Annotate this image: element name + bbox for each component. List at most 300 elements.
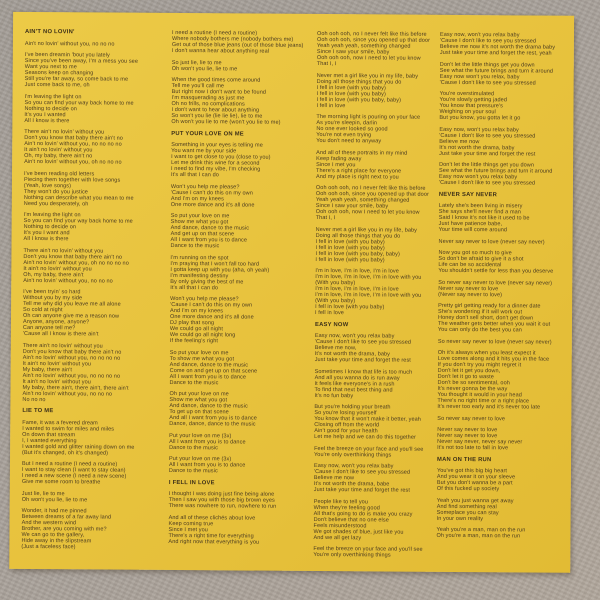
lyric-line: So just lie, lie to me [171, 59, 222, 66]
lyric-line: 'Cause I can't do this on my own [170, 301, 253, 309]
lyric-line: In your own reality [436, 515, 484, 522]
lyric-line: Ooh ooh ooh, now I need to let you know [315, 208, 420, 216]
lyric-line: Never met a girl like you in my life, baby [315, 226, 418, 234]
lyric-line: Seasons keep on changing [24, 69, 94, 77]
lyric-line: Easy now, won't you relax baby [439, 31, 520, 39]
lyric-line: I fell in love (with you baby, baby) [316, 96, 402, 104]
lyric-line: Keep fading away [316, 155, 362, 162]
stanza [25, 52, 175, 89]
lyric-line: Sometimes I know that life is too much [314, 368, 413, 376]
song-title: EASY NOW [314, 321, 349, 328]
lyric-line: You're not even trying [316, 131, 372, 139]
lyric-line: Honey don't sell short, don't get down [437, 314, 534, 322]
lyric-line: To show me what you got [169, 355, 235, 362]
lyric-line: 'Cause I don't like to see you stressed [314, 338, 412, 346]
lyric-line: Feel the breeze on your face and you'll see [314, 445, 424, 453]
lyric-line: And dance, dance to the music [169, 402, 248, 410]
lyric-line: I'm masquerading as just me [171, 94, 245, 102]
lyric-line: Yeah you just wanna get away [436, 497, 514, 504]
lyric-line: And all of these clichés about love [168, 514, 256, 522]
lyric-line: We could go all night [169, 325, 224, 333]
lyric-line: I need a new scene (I need a new scene) [21, 472, 127, 480]
lyric-line: I want to stay clean (I want to stay clean) [21, 466, 126, 474]
lyric-line: Weighing on your soul [439, 108, 496, 116]
lyric-line: Can anyone tell me? [22, 324, 76, 332]
lyric-line: Doing all those things that you do [316, 78, 402, 86]
lyric-line: Believe me now, [314, 344, 357, 352]
lyric-line: Without you by my side [23, 294, 83, 302]
stanza [22, 419, 172, 456]
lyric-line: To get up on that scene [169, 408, 229, 416]
lyric-line: Easy now won't you relax, baby [439, 73, 520, 80]
lyric-line: There's no right time or a right place [437, 397, 530, 405]
lyric-line: Ain't no lovin' without you, no no no [24, 40, 115, 48]
lyric-line: If the feeling's right [169, 337, 219, 345]
lyric-line: And right now that everything is you [168, 538, 260, 546]
stanza [439, 126, 589, 157]
lyric-line: You're slowly getting jaded [439, 96, 508, 104]
stanza [438, 338, 588, 345]
lyric-line: We can go to the gallery, [21, 531, 85, 539]
lyric-line: No no no [22, 396, 46, 403]
lyric-line: So you're losing yourself [314, 409, 377, 417]
lyric-line: Oh won't you lie to me (won't you lie to me) [171, 118, 281, 126]
lyric-line: I wanted to swim for miles and miles [22, 425, 115, 433]
lyric-line: They won't do you justice [23, 188, 88, 195]
lyric-line: Ooh ooh ooh, since you opened up that door [315, 190, 429, 198]
stanza [171, 142, 321, 179]
lyric-sheet [9, 12, 574, 573]
lyric-line: All I know is there [24, 117, 70, 124]
lyric-line: You know that it won't make it better, yeah [314, 415, 421, 423]
lyric-line: I fell in love [316, 102, 346, 109]
stanza [170, 254, 320, 291]
lyric-line: Just have patience babe, [438, 220, 503, 228]
lyric-line: And dance, dance to the music [169, 361, 249, 369]
lyric-line: Never say never to love [437, 426, 498, 434]
lyric-line: Since I met you [316, 161, 356, 168]
lyric-line: It ain't no lovin' without you [24, 146, 93, 154]
lyric-line: Ain't no lovin' without you, no no no no [24, 140, 122, 148]
lyric-line: I've been reading old letters [23, 170, 95, 177]
lyric-line: I'm manifesting destiny [170, 272, 229, 279]
lyric-line: Dance to the music [168, 467, 218, 475]
lyric-line: Anyone, anyone, anyone? [22, 318, 90, 326]
stanza [24, 129, 174, 166]
stanza [22, 342, 172, 403]
lyric-line: The morning light is pouring on your face [316, 113, 421, 121]
stanza [24, 170, 174, 207]
lyric-line: Your time will come around [438, 226, 508, 234]
lyric-line: That I, I [315, 214, 336, 222]
lyric-line: And get up on that scene [170, 230, 235, 238]
lyric-line: When they're feeling good [313, 504, 380, 511]
lyric-line: And we all get lazy [313, 534, 362, 541]
lyric-line: Oh it's always when you least expect it [437, 349, 536, 357]
lyric-line: I'm running on the spot [170, 254, 229, 261]
lyric-line: You want me by your side [171, 147, 237, 155]
lyric-line: One more dance and it's all done [170, 201, 255, 209]
lyric-line: So you can find your way back home to me [24, 99, 134, 107]
song-title: MAN ON THE RUN [437, 456, 492, 463]
lyric-line: It's not too late to fall in love [437, 444, 509, 452]
lyric-line: People like to tell you [313, 498, 369, 505]
lyric-line: Oh put your love on me [169, 390, 229, 398]
lyric-line: All I want from you is to dance [168, 461, 246, 469]
stanza [21, 508, 171, 551]
lyric-line: So never say never to love [437, 415, 506, 422]
stanza [22, 461, 172, 486]
lyric-line: So don't be afraid to give it a shot [438, 255, 524, 263]
lyric-line: Give me some room to breathe [21, 478, 101, 486]
lyric-line: I don't wanna hear about anything real [171, 47, 270, 55]
lyric-line: Since I saw your smile, baby [315, 202, 389, 210]
stanza [24, 93, 174, 124]
lyric-line: Since I saw your smile, baby [316, 48, 390, 56]
lyrics-column-2 [168, 30, 322, 551]
lyric-line: Oh won't you lie, lie to me [21, 496, 88, 503]
lyric-line: You know that pressure's [439, 102, 503, 110]
stanza [438, 279, 588, 298]
lyric-line: And my place is right next to you [315, 173, 399, 181]
lyric-line: And I'm on my knees [170, 195, 224, 202]
lyric-line: Want you next to me [24, 63, 77, 71]
lyric-line: Just take your time and forget the rest [439, 150, 536, 158]
lyric-line: It feels like everyone's in a rush [314, 380, 395, 388]
lyric-line: As you're sleepin, darlin [316, 119, 378, 127]
lyric-line: Just take your time and forget the rest [313, 486, 411, 494]
lyric-line: You don't need to anyway [316, 137, 382, 145]
lyric-line: It's not worth the drama, baby [439, 144, 515, 151]
lyric-line: Nothing to decide on [23, 223, 77, 231]
lyric-line: Don't you know that baby there ain't no [23, 253, 123, 261]
lyric-line: Oh can anyone give me a reason now [22, 312, 120, 320]
lyric-line: I fell in love (with you baby) [315, 303, 385, 311]
stanza [170, 349, 320, 386]
lyric-line: Pretty girl getting ready for a dinner date [438, 302, 541, 310]
lyric-line: I gotta keep up with you (aha, oh yeah) [170, 266, 270, 274]
stanza [23, 247, 173, 284]
lyric-line: Put your love on me (3x) [169, 432, 232, 439]
stanza [171, 183, 321, 208]
lyric-line: (Just a faceless face) [21, 543, 76, 551]
lyric-line: I fell in love (with you baby) [315, 238, 385, 245]
lyric-line: Ooh ooh ooh, since you opened up that door [316, 36, 431, 44]
lyric-line: Just take your time and forget the rest, yeah [439, 49, 552, 57]
lyric-line: My baby, there ain't, there ain't, there ain't [22, 384, 129, 392]
lyric-line: There was nowhere to run, nowhere to run [168, 502, 277, 510]
lyric-line: 'Cause I don't like to see you stressed [313, 468, 411, 476]
stanza [439, 162, 589, 187]
stanza [436, 527, 586, 540]
lyric-line: (Yeah, love songs) [23, 182, 72, 189]
lyric-line: Oh won't you lie, lie to me [171, 65, 238, 72]
lyric-line: Hide away in the slipstream [21, 537, 92, 545]
lyric-line: And find something real [436, 503, 497, 510]
lyric-line: Don't let the little things get you down [439, 161, 535, 169]
lyric-line: Won't you help me please? [170, 295, 239, 303]
lyric-line: (Never say never to love) [438, 291, 503, 298]
stanza [439, 203, 589, 234]
lyric-line: You thought it would in your head [437, 391, 522, 399]
lyric-line: It's all that I can do [170, 171, 219, 179]
lyric-line: On down that stream [22, 431, 76, 438]
lyric-line: DJ play that song [169, 319, 215, 327]
lyric-line: Let me help and we can do this together [314, 433, 416, 441]
lyric-line: I want to get close to you (close to you) [171, 153, 271, 161]
lyric-line: Then I saw you with those big brown eyes [168, 496, 275, 504]
lyric-line: Oh no frills, no complications [171, 100, 245, 108]
lyrics-column-1 [21, 29, 175, 557]
lyric-line: There ain't no lovin' without you [24, 128, 105, 136]
stanza [172, 59, 322, 72]
stanza [24, 212, 174, 243]
lyric-line: Dance to the music [170, 242, 220, 250]
lyric-line: Don't let it go to waste [437, 373, 494, 381]
lyric-line: It ain't no lovin' without you [22, 378, 91, 385]
lyric-line: You can only do the best you can [437, 326, 522, 334]
lyric-line: And the western wind [21, 519, 77, 527]
lyric-line: Easy now, won't you relax baby [314, 332, 395, 340]
lyric-line: See what the future brings and turn it around [439, 167, 553, 175]
song-title: AIN'T NO LOVIN' [24, 28, 75, 36]
lyric-line: I wanted gold and glitter raining down on me [22, 443, 135, 451]
lyric-line: Don't be so sentimental, ooh [437, 379, 510, 387]
lyric-line: Oh, my baby, there ain't [23, 271, 84, 278]
stanza [169, 391, 319, 428]
stanza [169, 432, 319, 451]
lyric-line: Put your love on me (3x) [169, 455, 232, 463]
lyric-line: I need a routine (I need a routine) [171, 29, 258, 37]
lyric-line: I fell in love (with you baby) [315, 256, 385, 263]
lyric-line: If you don't try you might regret it [437, 361, 522, 369]
lyric-line: Ain't no lovin' without you, oh no no no no [23, 259, 129, 267]
lyric-line: Yeah you're a man, man on the run [436, 526, 526, 534]
lyrics-column-4 [436, 32, 590, 546]
lyric-line: Yeah yeah yeah, something changed [316, 42, 411, 50]
stanza [439, 91, 589, 122]
lyric-line: I'm leaving the light on [23, 211, 81, 219]
lyric-line: That I, I [316, 60, 337, 68]
lyric-line: Ooh ooh ooh, now I need to let you know [316, 54, 421, 62]
lyric-line: Ooh ooh ooh, no I never felt like this before [316, 30, 427, 38]
lyric-line: Oh you're a man, man on the run [436, 532, 521, 540]
lyric-line: Closing off from the world [314, 421, 380, 429]
lyric-line: Wonder, it had me pinned [21, 507, 87, 515]
stanza [437, 350, 587, 411]
lyric-line: Ooh ooh ooh, no I never felt like this before [315, 184, 426, 192]
lyric-line: Someplace you can stay [436, 509, 499, 516]
lyric-line: Believe me now [439, 138, 480, 145]
lyric-line: We could go all night long [169, 331, 236, 339]
lyric-line: Between dreams of a far away land [21, 513, 112, 521]
lyric-line: Never say never, never say never [437, 438, 523, 446]
lyric-line: Love comes along and it hits you in the face [437, 355, 550, 363]
lyric-line: 'Cause I don't like to see you stressed [439, 37, 537, 45]
stanza [438, 303, 588, 334]
lyric-line: 'Cause I don't like to see you stressed [439, 79, 536, 87]
lyric-line: And all I want from you is to dance [169, 414, 257, 422]
lyric-line: All that's going to do is make you crazy [313, 510, 413, 518]
lyric-line: And you wear it on your sleeve [436, 473, 516, 481]
lyric-line: I've been dreamin 'bout you lately [24, 51, 110, 59]
lyric-line: Don't let the little things get you down [439, 61, 535, 69]
lyric-line: Easy now, won't you relax baby [439, 126, 519, 133]
lyric-line: No one ever looked so good [316, 125, 388, 133]
lyric-line: Dance to the music [169, 444, 219, 451]
stanza [437, 468, 587, 493]
lyric-line: Still you're far away, so come back to me [24, 75, 129, 83]
lyric-line: Since you've been away, I'm a mess you see [24, 57, 139, 65]
lyric-line: Said I know it's not like it used to be [438, 214, 530, 222]
lyric-line: Life can be so accidental [438, 261, 502, 269]
lyric-line: You're overstimulated [439, 90, 495, 98]
lyric-line: Since I met you [168, 526, 208, 533]
lyric-line: Just take your time and forget the rest [314, 356, 411, 364]
stanza [22, 490, 172, 503]
lyric-line: There ain't no lovin' without you [22, 342, 103, 349]
lyric-line: Ain't no lovin' without you, no no no no [22, 354, 121, 362]
lyric-line: By only giving the best of me [170, 278, 244, 285]
lyric-line: Nothing to decide on [24, 105, 77, 112]
stanza [170, 296, 320, 345]
lyric-line: Ain't no lovin' without you, no no no [23, 277, 113, 285]
lyric-line: You're only overthinking things [313, 551, 391, 559]
stanza [171, 77, 321, 126]
lyric-line: Never say never to love [438, 285, 499, 292]
lyric-line: 'Cause I can't do this on my own [170, 189, 253, 197]
stanza [437, 497, 587, 522]
lyric-line: Of this fucked up society [436, 485, 500, 493]
lyric-line: I'm in love, I'm in love, I'm in love with you [315, 291, 422, 299]
lyric-line: It's you I wanted [24, 111, 66, 118]
lyric-line: Now you got so much to give [438, 249, 512, 257]
lyric-line: All I want from you is to dance [169, 373, 247, 380]
song-title: PUT YOUR LOVE ON ME [171, 130, 244, 137]
lyric-line: You shouldn't settle for less than you deserve [438, 267, 554, 275]
lyric-line: I'm in love, I'm in love, I'm in love [315, 285, 399, 293]
lyric-line: Something in your eyes is telling me [171, 141, 263, 149]
lyric-line: Won't you help me please? [170, 183, 240, 190]
lyric-line: It's never gonna be the way [437, 385, 508, 393]
lyric-line: It ain't no lovin' without you [22, 360, 92, 367]
lyric-line: So never say never to love (never say never) [438, 279, 553, 287]
stanza [172, 30, 322, 55]
lyric-line: All I want from you is to dance [169, 438, 246, 445]
lyric-line: I need to find my vibe, I'm checking [171, 165, 261, 173]
lyric-line: I fell in love (with you baby) [315, 244, 385, 251]
lyric-line: It ain't no lovin' without you [23, 265, 92, 272]
stanza [440, 32, 590, 57]
stanza [25, 40, 175, 47]
lyric-line: So never say never to love (never say never) [437, 338, 552, 346]
lyric-line: Nothing can describe what you mean to me [23, 194, 134, 202]
lyric-line: The weather gets better when you wait it out [437, 320, 551, 328]
lyric-line: Tell me you'll call me [171, 82, 225, 90]
lyric-line: Get out of those blue jeans (out of those blue jeans) [171, 41, 304, 49]
lyric-line: Let me drink this wine for a second [171, 159, 260, 167]
lyric-line: 'Cause all I know is there ain't [22, 330, 99, 338]
lyric-line: (With you baby) [315, 297, 356, 305]
lyric-line: Never say never to love [437, 432, 498, 440]
lyric-line: And dance, dance to the music [170, 224, 250, 232]
lyric-line: So won't you lie (lie lie lie), lie to me [171, 112, 263, 120]
lyric-line: But I need a routine (I need a routine) [21, 460, 118, 468]
lyric-line: You've got this big big heart [436, 467, 508, 475]
lyric-line: Fame, it was a fevered dream [22, 419, 98, 426]
stanza [170, 213, 320, 250]
lyric-line: So put your love on me [169, 349, 229, 356]
lyric-line: See what the future brings and turn it around [439, 67, 554, 75]
lyric-line: 'Cause I don't like to see you stressed [439, 132, 536, 140]
lyric-line: So put your love on me [170, 212, 230, 220]
lyric-line: Oh, my baby, there ain't no [24, 152, 93, 160]
lyric-line: Ain't good for your health [314, 427, 378, 435]
lyric-line: And I'm on my knees [170, 307, 224, 315]
lyric-line: She's wondering if it will work out [438, 308, 523, 316]
lyric-line: Show me what you got [170, 218, 229, 226]
lyric-line: Where nobody bothers me (nobody bothers me) [171, 35, 294, 43]
lyric-line: So cold at night [23, 306, 63, 314]
lyric-line: All I know is there [23, 235, 69, 243]
lyric-line: When the good times come around [171, 76, 261, 84]
lyric-line: It's no fun baby [314, 392, 354, 399]
lyric-line: Come on and get up on that scene [169, 367, 258, 375]
lyric-line: One more dance and it's all done [169, 313, 254, 321]
lyric-line: Feel the breeze on your face and you'll see [313, 545, 423, 553]
lyric-line: Dance, dance, dance to the music [169, 420, 256, 428]
lyric-line: I'm leaving the light on [24, 93, 82, 100]
lyric-line: It's not worth the drama, baby [314, 350, 391, 358]
lyric-line: I fell in love (with you baby) [316, 84, 386, 91]
lyric-line: Ain't no lovin' without you, oh no no no [24, 158, 122, 166]
lyric-line: So you can find your way back home to me [23, 217, 133, 225]
lyric-line: Yeah yeah yeah, something changed [315, 196, 410, 204]
lyric-line: Don't believe that no one else [313, 516, 389, 523]
lyric-line: (With you baby) [315, 279, 356, 287]
lyric-line: Feels misunderstood [313, 522, 367, 529]
stanza [438, 250, 588, 275]
lyric-line: Just come back to me, oh [24, 81, 90, 89]
lyric-line: And all you wanna do is run away [314, 374, 400, 382]
lyric-line: Easy now, won't you relax baby [313, 462, 394, 470]
lyric-line: I'm in love, I'm in love, I'm in love with you [315, 273, 422, 281]
lyric-line: Need you desperately, oh [23, 200, 89, 207]
lyric-line: But you know, you gotta let it go [439, 114, 521, 122]
lyric-line: I don't want to hear about anything [171, 106, 260, 114]
lyric-line: It's all that I can do [170, 284, 219, 291]
lyric-line: I fell in love (with you baby, baby) [315, 250, 400, 258]
lyric-line: But right now I don't want to be found [171, 88, 267, 96]
stanza [440, 61, 590, 86]
lyric-line: Dance to the music [169, 379, 219, 386]
lyric-line: Tell me why did you leave me all alone [23, 300, 121, 308]
song-title: I FELL IN LOVE [168, 479, 215, 486]
lyric-line: Doing all those things that you do [315, 232, 401, 240]
song-title: NEVER SAY NEVER [438, 191, 498, 198]
lyric-line: And all of these portraits in my mind [316, 149, 408, 157]
stanza [169, 491, 319, 510]
lyric-line: Never met a girl like you in my life, baby [316, 72, 419, 80]
lyric-line: I fell in love [315, 309, 344, 317]
lyric-line: But you don't wanna be a part [436, 479, 513, 487]
lyric-line: 'Cause I don't like to see you stressed [438, 179, 536, 187]
stanza [168, 514, 318, 545]
lyric-line: Keep coming true [168, 520, 214, 527]
lyric-line: My baby, there ain't [22, 366, 73, 373]
stanza [313, 546, 463, 559]
lyric-line: Show me what you got [169, 396, 228, 404]
